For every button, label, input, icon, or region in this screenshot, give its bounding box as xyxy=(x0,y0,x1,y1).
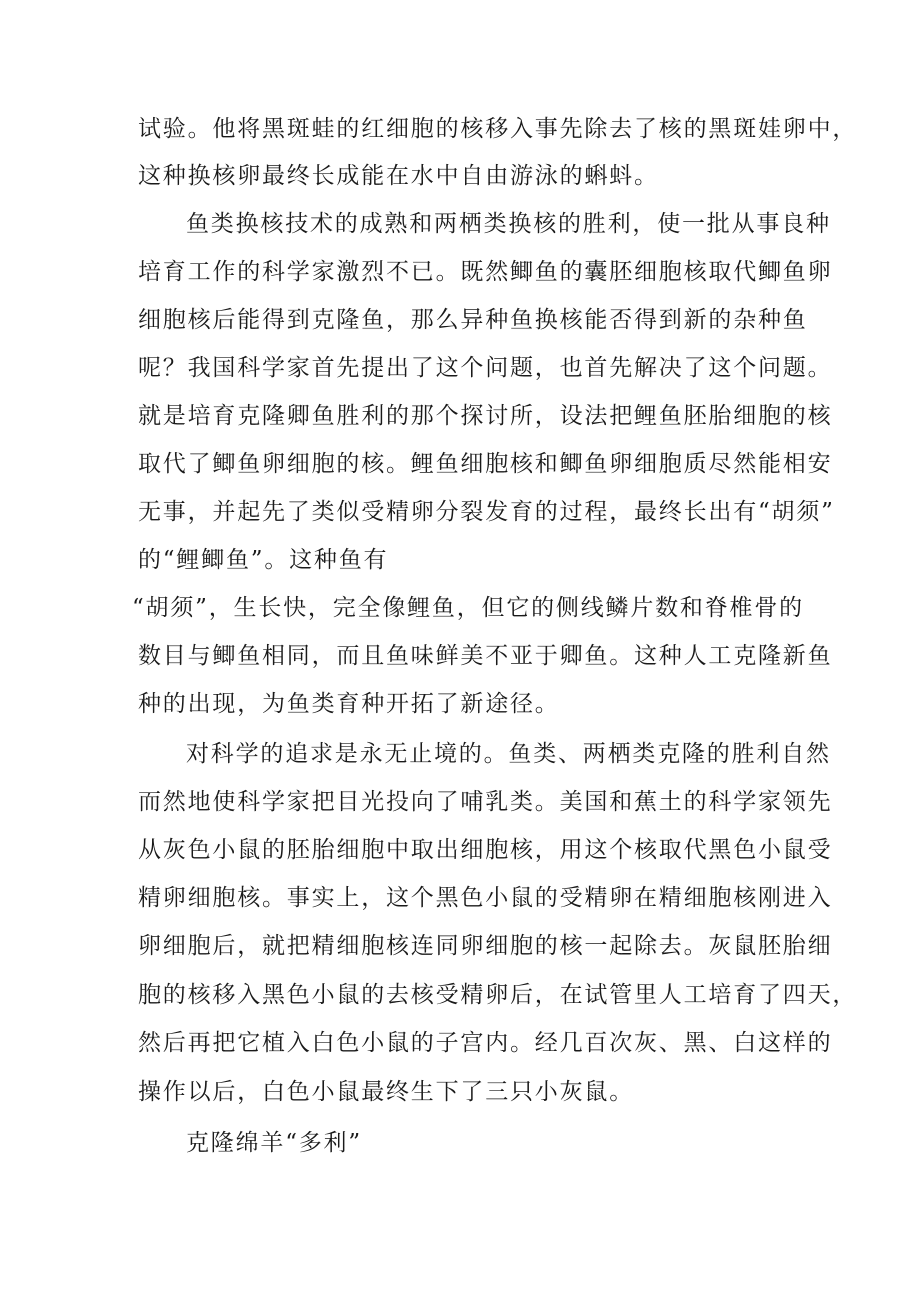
text-line: 数目与鲫鱼相同，而且鱼味鲜美不亚于卿鱼。这种人工克隆新鱼 xyxy=(138,643,833,669)
section-heading: 克隆绵羊“多利” xyxy=(186,1130,362,1156)
text-line: 这种换核卵最终长成能在水中自由游泳的蝌蚪。 xyxy=(138,163,659,189)
text-line: 细胞核后能得到克隆鱼，那么异种鱼换核能否得到新的杂种鱼 xyxy=(138,307,808,333)
text-line: 精卵细胞核。事实上，这个黑色小鼠的受精卵在精细胞核刚进入 xyxy=(138,885,833,911)
text-line: 从灰色小鼠的胚胎细胞中取出细胞核，用这个核取代黑色小鼠受 xyxy=(138,837,833,863)
text-line: 无事，并起先了类似受精卵分裂发育的过程，最终长出有“胡须” xyxy=(138,499,835,525)
text-line: 的“鲤鲫鱼”。这种鱼有 xyxy=(138,547,389,573)
text-line: 就是培育克隆卿鱼胜利的那个探讨所，设法把鲤鱼胚胎细胞的核 xyxy=(138,403,833,429)
text-line: 胞的核移入黑色小鼠的去核受精卵后，在试管里人工培育了四天， xyxy=(138,982,858,1008)
text-line: 而然地使科学家把目光投向了哺乳类。美国和蕉土的科学家领先 xyxy=(138,789,833,815)
text-line: 试验。他将黑斑蛙的红细胞的核移入事先除去了核的黑斑娃卵中， xyxy=(138,116,858,142)
text-line: 取代了鲫鱼卵细胞的核。鲤鱼细胞核和鲫鱼卵细胞质尽然能相安 xyxy=(138,451,833,477)
text-line: 呢？我国科学家首先提出了这个问题，也首先解决了这个问题。 xyxy=(138,355,833,381)
text-line: 种的出现，为鱼类育种开拓了新途径。 xyxy=(138,691,560,717)
paragraph-first-line: 鱼类换核技术的成熟和两栖类换核的胜利，使一批从事良种 xyxy=(186,211,831,237)
text-line: 卵细胞后，就把精细胞核连同卵细胞的核一起除去。灰鼠胚胎细 xyxy=(138,933,833,959)
text-line: 然后再把它植入白色小鼠的子宫内。经几百次灰、黑、白这样的 xyxy=(138,1030,833,1056)
text-line: “胡须”，生长快，完全像鲤鱼，但它的侧线鳞片数和脊椎骨的 xyxy=(132,595,804,621)
text-line: 操作以后，白色小鼠最终生下了三只小灰鼠。 xyxy=(138,1079,634,1105)
paragraph-first-line: 对科学的追求是永无止境的。鱼类、两栖类克隆的胜利自然 xyxy=(186,741,831,767)
text-line: 培育工作的科学家激烈不已。既然鲫鱼的囊胚细胞核取代鲫鱼卵 xyxy=(138,259,833,285)
